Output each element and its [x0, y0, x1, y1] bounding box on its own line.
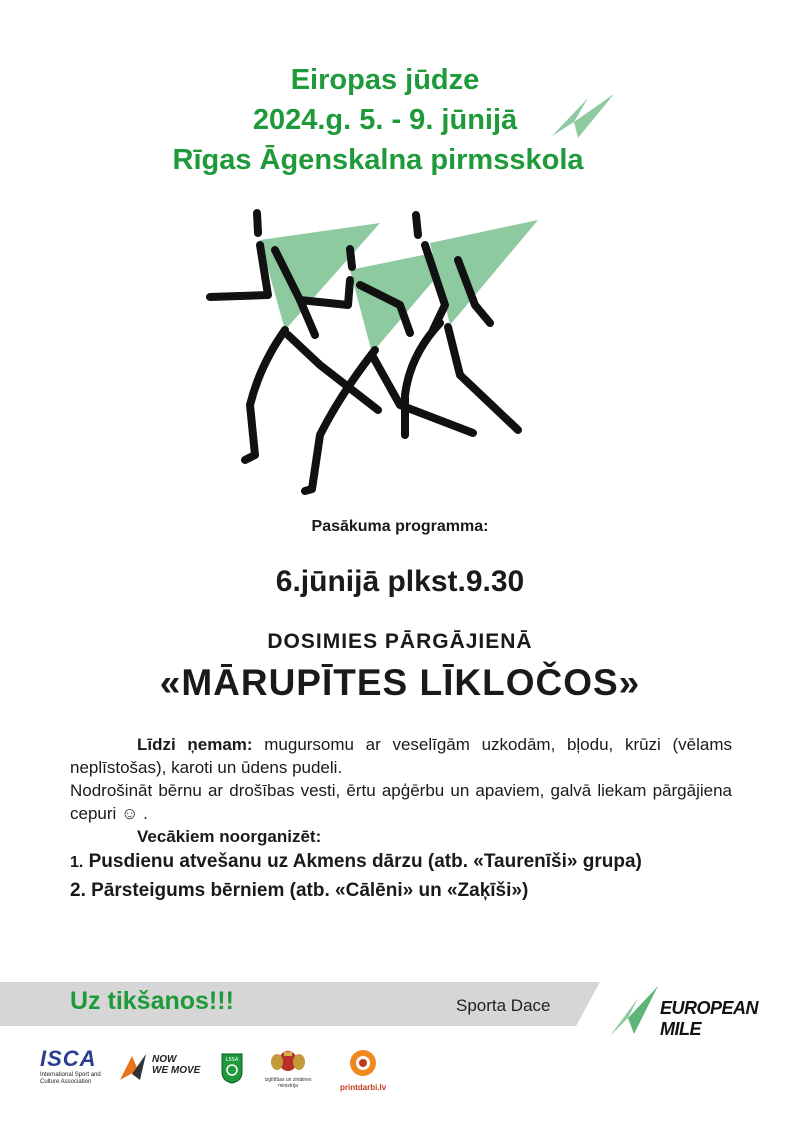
title-line-3: Rīgas Āgenskalna pirmsskola [172, 144, 584, 176]
parents-label: Vecākiem noorganizēt: [137, 827, 322, 846]
printdarbi-text: printdarbi.lv [340, 1083, 387, 1092]
event-name: «MĀRUPĪTES LĪKLOČOS» [159, 662, 641, 703]
lssa-shield-icon [221, 1052, 243, 1084]
safety-paragraph: Nodrošināt bērnu ar drošības vesti, ērtu apģērbu un apaviem, galvā liekam pārgājiena cepuri ☺ . [70, 781, 732, 823]
ministry-caption: Izglītības un zinātnes ministrija [264, 1077, 312, 1089]
event-date-time: 6.jūnijā plkst.9.30 [275, 565, 525, 598]
coat-of-arms-icon [268, 1050, 308, 1072]
bring-paragraph [70, 733, 732, 779]
parents-item-2: 2. Pārsteigums bērniem (atb. «Cālēni» un «Zaķīši») [70, 880, 529, 901]
item-1-text: Pusdienu atvešanu uz Akmens dārzu (atb. «Taurenīši» grupa) [83, 851, 642, 872]
now-we-move-text: NOW WE MOVE [152, 1054, 201, 1076]
details-block [70, 733, 732, 905]
event-subtitle: DOSIMIES PĀRGĀJIENĀ [267, 630, 533, 653]
title-line-2: 2024.g. 5. - 9. jūnijā [252, 104, 518, 136]
title-line-1: Eiropas jūdze [290, 64, 480, 96]
printdarbi-logo [340, 1048, 386, 1092]
arrow-logo-icon [548, 92, 618, 140]
bring-label: Līdzi ņemam: [137, 735, 253, 754]
isca-logo [40, 1046, 110, 1086]
ministry-logo [262, 1050, 314, 1089]
european-mile-brand: EUROPEAN MILE [660, 998, 759, 1039]
printdarbi-icon [348, 1048, 378, 1078]
program-heading: Pasākuma programma: [311, 518, 489, 535]
item-1-number: 1. [70, 854, 84, 871]
bring-text: mugursomu ar veselīgām uzkodām, bļodu, krūzi (vēlams neplīstošas), karoti un ūdens pudeli. [70, 735, 733, 777]
runners-illustration [200, 205, 540, 500]
isca-caption: International Sport and Culture Association [40, 1072, 101, 1085]
isca-wordmark: ISCA [40, 1046, 97, 1071]
parents-item-1 [70, 848, 732, 877]
now-we-move-logo-icon [118, 1052, 150, 1082]
lssa-label: LSSA [225, 1057, 239, 1063]
european-mile-logo-icon [608, 984, 660, 1038]
signature: Sporta Dace [456, 996, 551, 1015]
closing-text: Uz tikšanos!!! [70, 987, 234, 1015]
